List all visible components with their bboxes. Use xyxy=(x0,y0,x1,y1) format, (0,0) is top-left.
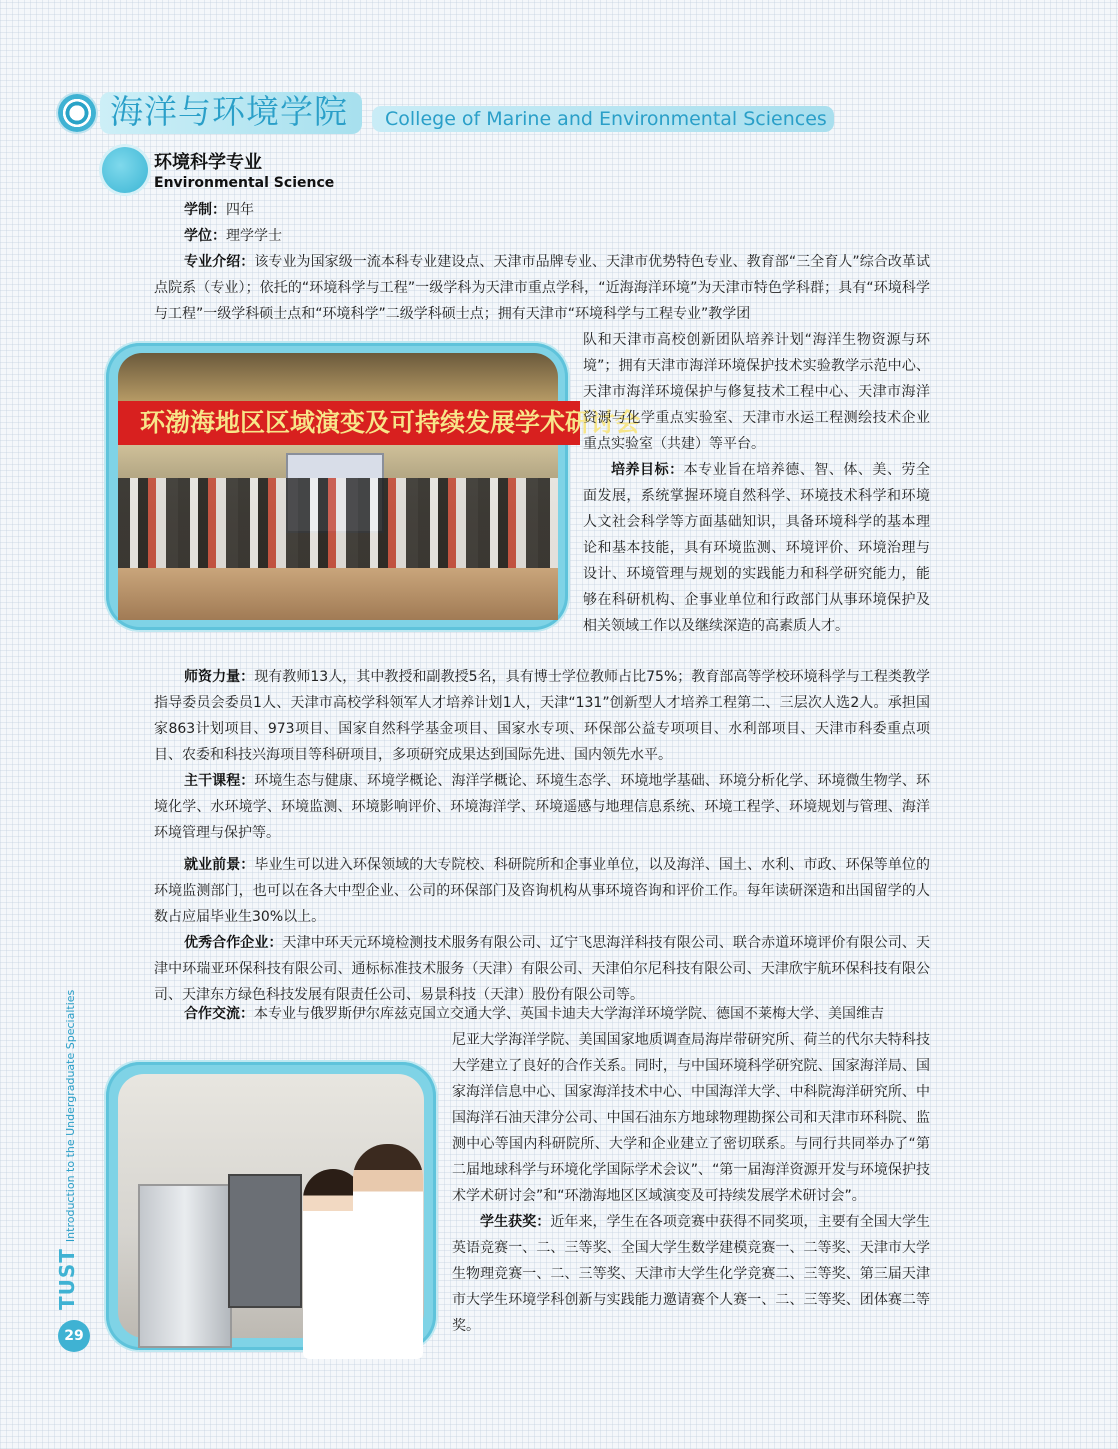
tust-brand: TUST xyxy=(55,1248,79,1310)
exchange-text-2: 尼亚大学海洋学院、美国国家地质调查局海岸带研究所、荷兰的代尔夫特科技大学建立了良好的合作关系。同时，与中国环境科学研究院、国家海洋局、国家海洋信息中心、国家海洋技术中心、中国海洋大学、中科院海洋研究所、中国海洋石油天津分公司、中国石油东方地球物理勘探公司和天津市环科院、监测中心等国内科研院所、大学和企业建立了密切联系。与同行共同举办了“第二届地球科学与环境化学国际学术会议”、“第一届海洋资源开发与环境保护技术学术研讨会”和“环渤海地区区域演变及可持续发展学术研讨会”。 xyxy=(452,1032,930,1204)
courses-label: 主干课程： xyxy=(184,773,255,789)
researcher-man xyxy=(353,1144,423,1359)
duration-line xyxy=(184,197,254,223)
faculty-text: 现有教师13人，其中教授和副教授5名，具有博士学位教师占比75%；教育部高等学校环境科学与工程类教学指导委员会委员1人、天津市高校学科领军人才培养计划1人，天津“131”创新型人才培养工程第二、三层次人选2人。承担国家863计划项目、973项目、国家自然科学基金项目、国家水专项、环保部公益专项项目、水利部项目、天津市科委重点项目、农委和科技兴海项目等科研项目，多项研究成果达到国际先进、国内领先水平。 xyxy=(154,669,930,763)
college-title-en: College of Marine and Environmental Sciences xyxy=(385,108,827,130)
faculty-label: 师资力量： xyxy=(184,669,255,685)
partners-label: 优秀合作企业： xyxy=(184,935,283,951)
side-branding xyxy=(55,989,95,1320)
page-number: 29 xyxy=(58,1320,90,1352)
seminar-banner: 环渤海地区区域演变及可持续发展学术研讨会 xyxy=(118,401,580,445)
degree-value: 理学学士 xyxy=(226,228,282,244)
goal-text: 本专业旨在培养德、智、体、美、劳全面发展，系统掌握环境自然科学、环境技术科学和环境人文社会科学等方面基础知识，具备环境科学的基本理论和基本技能，具有环境监测、环境评价、环境治理与设计、环境管理与规划的实践能力和科学研究能力，能够在科研机构、企事业单位和行政部门从事环境保护及相关领域工作以及继续深造的高素质人才。 xyxy=(583,462,931,634)
duration-label: 学制： xyxy=(184,202,226,218)
awards-label: 学生获奖： xyxy=(480,1214,551,1230)
exchange-text-1: 本专业与俄罗斯伊尔库兹克国立交通大学、英国卡迪夫大学海洋环境学院、德国不莱梅大学、美国维吉 xyxy=(254,1006,884,1022)
tust-subtitle: Introduction to the Undergraduate Specialties xyxy=(64,989,77,1243)
degree-line xyxy=(184,223,282,249)
lab-equipment xyxy=(228,1174,302,1308)
duration-value: 四年 xyxy=(226,202,254,218)
degree-label: 学位： xyxy=(184,228,226,244)
intro-continued xyxy=(583,327,930,639)
intro-text-1: 该专业为国家级一流本科专业建设点、天津市品牌专业、天津市优势特色专业、教育部“三全育人”综合改革试点院系（专业）；依托的“环境科学与工程”一级学科为天津市重点学科，“近海海洋环境”为天津市特色学科群；具有“环境科学与工程”一级学科硕士点和“环境科学”二级学科硕士点；拥有天津市“环境科学与工程专业”教学团 xyxy=(154,254,931,322)
goal-label: 培养目标： xyxy=(611,462,684,478)
major-bullet-icon xyxy=(102,147,148,193)
intro-text-2: 队和天津市高校创新团队培养计划“海洋生物资源与环境”；拥有天津市海洋环境保护技术实验教学示范中心、天津市海洋环境保护与修复技术工程中心、天津市海洋资源与化学重点实验室、天津市水运工程测绘技术企业重点实验室（共建）等平台。 xyxy=(583,332,930,452)
intro-label: 专业介绍： xyxy=(184,254,255,270)
seminar-photo xyxy=(106,343,641,630)
college-logo-icon xyxy=(58,94,96,132)
major-title-en: Environmental Science xyxy=(154,175,335,191)
group-of-people xyxy=(118,478,558,568)
exchange-label: 合作交流： xyxy=(184,1006,254,1022)
courses-text: 环境生态与健康、环境学概论、海洋学概论、环境生态学、环境地学基础、环境分析化学、环境微生物学、环境化学、水环境学、环境监测、环境影响评价、环境海洋学、环境遥感与地理信息系统、环境工程学、环境规划与管理、海洋环境管理与保护等。 xyxy=(154,773,931,841)
career-label: 就业前景： xyxy=(184,857,255,873)
conference-table xyxy=(118,568,558,620)
partners-text: 天津中环天元环境检测技术服务有限公司、辽宁飞思海洋科技有限公司、联合赤道环境评价有限公司、天津中环瑞亚环保科技有限公司、通标标准技术服务（天津）有限公司、天津伯尔尼科技有限公司、天津欣宇航环保科技有限公司、天津东方绿色科技发展有限责任公司、易景科技（天津）股份有限公司等。 xyxy=(154,935,931,1003)
college-title-cn: 海洋与环境学院 xyxy=(110,92,348,131)
awards-text: 近年来，学生在各项竞赛中获得不同奖项，主要有全国大学生英语竞赛一、二、三等奖、全国大学生数学建模竞赛一、二等奖、天津市大学生物理竞赛一、二、三等奖、天津市大学生化学竞赛二、三等奖、第三届天津市大学生环境学科创新与实践能力邀请赛个人赛一、二、三等奖、团体赛二等奖。 xyxy=(452,1214,931,1334)
lab-photo xyxy=(106,1062,436,1350)
seminar-photo-image xyxy=(118,353,641,620)
career-text: 毕业生可以进入环保领域的大专院校、科研院所和企事业单位，以及海洋、国土、水利、市政、环保等单位的环境监测部门，也可以在各大中型企业、公司的环保部门及咨询机构从事环境咨询和评价工作。每年读研深造和出国留学的人数占应届毕业生30%以上。 xyxy=(154,857,931,925)
intro-section xyxy=(154,249,930,327)
lab-photo-image xyxy=(118,1074,424,1338)
exchange-line-1 xyxy=(184,1001,930,1027)
major-title-cn: 环境科学专业 xyxy=(154,152,262,173)
body-sections xyxy=(154,664,930,1008)
lab-machine xyxy=(138,1184,232,1348)
exchange-awards xyxy=(452,1027,930,1339)
